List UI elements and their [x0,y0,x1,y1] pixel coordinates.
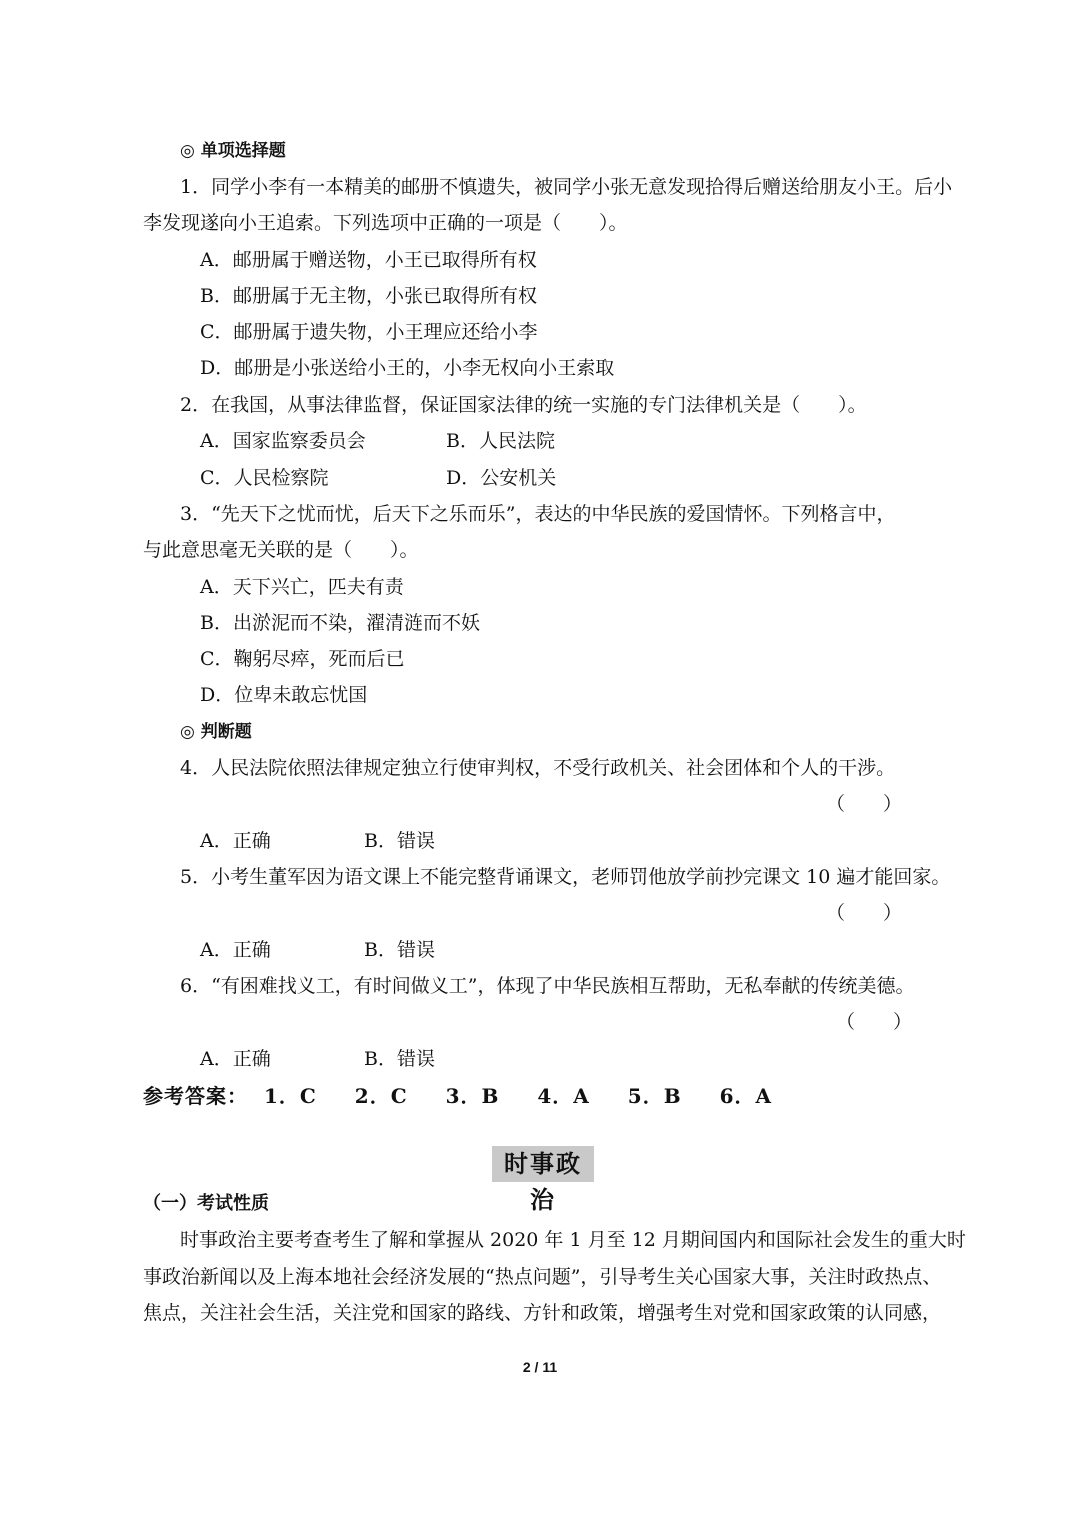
q6-stem: 6．“有困难找义工，有时间做义工”，体现了中华民族相互帮助，无私奉献的传统美德。 [180,975,915,997]
answer-key [143,1080,772,1109]
q4-stem: 4．人民法院依照法律规定独立行使审判权，不受行政机关、社会团体和个人的干涉。 [180,757,896,779]
q3-option-c: C．鞠躬尽瘁，死而后已 [200,648,405,670]
q6-answer-blank: （ ） [836,1011,913,1033]
answer-item: 3．B [445,1084,500,1108]
answer-item: 4．A [537,1084,590,1108]
q1-option-c: C．邮册属于遗失物，小王理应还给小李 [200,321,538,343]
q3-option-b: B．出淤泥而不染，濯清涟而不妖 [200,612,480,634]
q2-option-c: C．人民检察院 [200,467,329,489]
answer-item: 6．A [719,1084,773,1108]
q3-stem-line2: 与此意思毫无关联的是（ ）。 [143,539,419,561]
paragraph-line3: 焦点，关注社会生活，关注党和国家的路线、方针和政策，增强考生对党和国家政策的认同感， [143,1302,942,1324]
q4-option-b: B．错误 [364,830,435,852]
paragraph-line1: 时事政治主要考查考生了解和掌握从 2020 年 1 月至 12 月期间国内和国际社会发生的重大时 [180,1229,966,1251]
q5-option-a: A．正确 [200,939,271,961]
q3-option-d: D．位卑未敢忘忧国 [200,684,368,706]
page-number: 2 / 11 [522,1359,558,1375]
q1-stem-line1: 1．同学小李有一本精美的邮册不慎遗失，被同学小张无意发现拾得后赠送给朋友小王。后小 [180,176,953,198]
q2-option-a: A．国家监察委员会 [200,430,366,452]
section-single-choice: ◎ 单项选择题 [180,141,286,161]
answer-item: 1．C [263,1084,317,1108]
answer-key-label: 参考答案： [143,1084,248,1108]
q6-option-b: B．错误 [364,1048,435,1070]
q1-option-b: B．邮册属于无主物，小张已取得所有权 [200,285,537,307]
q3-option-a: A．天下兴亡，匹夫有责 [200,576,404,598]
section-judge: ◎ 判断题 [180,722,252,742]
q5-stem: 5．小考生董军因为语文课上不能完整背诵课文，老师罚他放学前抄完课文 10 遍才能回家。 [180,866,951,888]
section-heading: 时事政治 [492,1146,594,1182]
q1-option-a: A．邮册属于赠送物，小王已取得所有权 [200,249,537,271]
q5-option-b: B．错误 [364,939,435,961]
q1-option-d: D．邮册是小张送给小王的，小李无权向小王索取 [200,357,615,379]
q2-stem: 2．在我国，从事法律监督，保证国家法律的统一实施的专门法律机关是（ ）。 [180,394,867,416]
q4-answer-blank: （ ） [826,793,903,815]
q2-option-b: B．人民法院 [446,430,555,452]
answer-item: 5．B [627,1084,682,1108]
q1-stem-line2: 李发现遂向小王追索。下列选项中正确的一项是（ ）。 [143,212,628,234]
paragraph-line2: 事政治新闻以及上海本地社会经济发展的“热点问题”，引导考生关心国家大事，关注时政热点、 [143,1266,942,1288]
q4-option-a: A．正确 [200,830,271,852]
q3-stem-line1: 3．“先天下之忧而忧，后天下之乐而乐”，表达的中华民族的爱国情怀。下列格言中， [180,503,896,525]
answer-item: 2．C [354,1084,408,1108]
q6-option-a: A．正确 [200,1048,271,1070]
subheading: （一）考试性质 [143,1193,269,1214]
q2-option-d: D．公安机关 [446,467,557,489]
q5-answer-blank: （ ） [826,902,903,924]
